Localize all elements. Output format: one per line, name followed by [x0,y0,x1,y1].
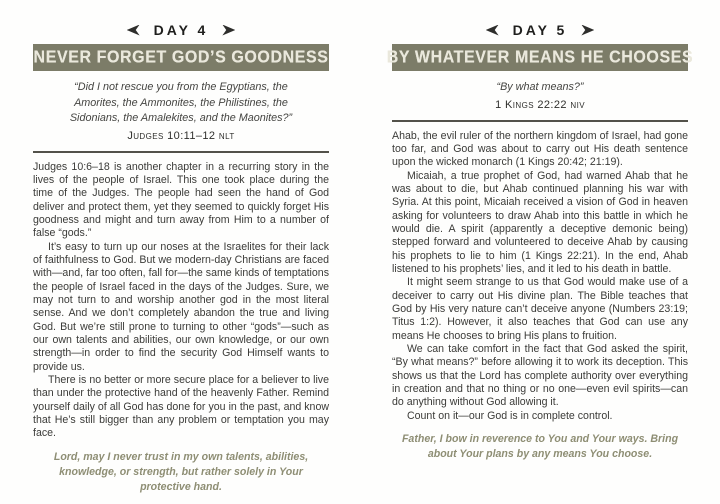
section-divider [33,151,329,153]
body-paragraph: It’s easy to turn up our noses at the Israelites for their lack of faithfulness to God. But we modern-day Christians are faced with—and, far too often, fall for—the same kinds of temptations the people of Israel faced in the days of the Judges. Sure, we may not turn to and worship another god in the most literal sense. And we don’t completely abandon the true and living God. But we’re still prone to turning to other “gods”—such as our own talents and abilities, our own knowledge, or our own strength—in order to find the security God Himself wants to provide us. [33,240,329,373]
body-paragraph: It might seem strange to us that God would make use of a deceiver to carry out His divine plan. The Bible teaches that God by His very nature can’t deceive anyone (Numbers 23:19; Titus 1:2). However, it also teaches that God can use any means He chooses to bring His plans to fruition. [392,276,688,342]
devotion-title: NEVER FORGET GOD’S GOODNESS [33,47,329,67]
body-paragraph: Ahab, the evil ruler of the northern kingdom of Israel, had gone too far, and God was about to carry out His death sentence upon the wicked monarch (1 Kings 20:42; 21:19). [392,129,688,169]
previous-day-arrow-icon [486,25,499,36]
body-paragraph: There is no better or more secure place for a believer to live than under the protective hand of the heavenly Father. Remind yourself daily of all God has done for you in the past, and know that He’s still bigger than any problem or temptation you may face. [33,374,329,440]
body-paragraph: Count on it—our God is in complete control. [407,409,613,422]
page-day-4-content [33,22,329,495]
scripture-quote: “Did I not rescue you from the Egyptians, the Amorites, the Ammonites, the Philistines, the Sidonians, the Amalekites, and the Maonites?” [69,81,293,124]
section-divider [392,120,688,122]
reference-text: Judges 10:11–12 [127,129,216,142]
reference-text: 1 Kings 22:22 [495,98,567,111]
day-header [33,22,329,38]
closing-prayer: Lord, may I never trust in my own talents, abilities, knowledge, or strength, but rather solely in Your protective hand. [53,450,309,493]
next-day-arrow-icon [581,25,594,36]
scripture-reference [33,130,329,142]
scripture-reference [392,99,688,111]
next-day-arrow-icon [222,25,235,36]
previous-day-arrow-icon [127,25,140,36]
day-label: DAY 4 [153,22,209,38]
translation-abbreviation: niv [570,98,585,111]
devotion-body [392,130,688,424]
translation-abbreviation: nlt [218,129,235,142]
devotion-title: BY WHATEVER MEANS HE CHOOSES [386,47,694,67]
body-paragraph: We can take comfort in the fact that God asked the spirit, “By what means?” before allowing it to work its deception. This shows us that the Lord has complete authority over everything in creation and that no thing or no one—even evil spirits—can do anything without God allowing it. [392,343,688,409]
day-label: DAY 5 [512,22,568,38]
body-paragraph: Judges 10:6–18 is another chapter in a recurring story in the lives of the people of Israel. This one took place during the time of the Judges. The people had seen the hand of God deliver and protect them, yet they seemed to quickly forget His goodness and might and turn away from Him to a number of false “gods.” [33,160,329,240]
page-day-5 [360,0,720,504]
page-day-5-content [386,22,694,462]
title-banner [33,44,329,71]
title-banner [386,44,694,71]
devotion-body [33,161,329,441]
scripture-quote: “By what means?” [496,81,584,93]
closing-prayer: Father, I bow in reverence to You and Your ways. Bring about Your plans by any means You choose. [401,433,679,461]
body-paragraph: Micaiah, a true prophet of God, had warned Ahab that he was about to die, but Ahab continued planning his war with Syria. At this point, Micaiah received a vision of God in heaven asking for volunteers to draw Ahab into this battle in which he would die. A spirit (apparently a deceptive demonic being) stepped forward and volunteered to deceive Ahab by causing his prophets to lie to him (1 Kings 22:21). In the end, Ahab listened to his prophets’ lies, and it led to his death in battle. [392,169,688,275]
day-header [392,22,688,38]
